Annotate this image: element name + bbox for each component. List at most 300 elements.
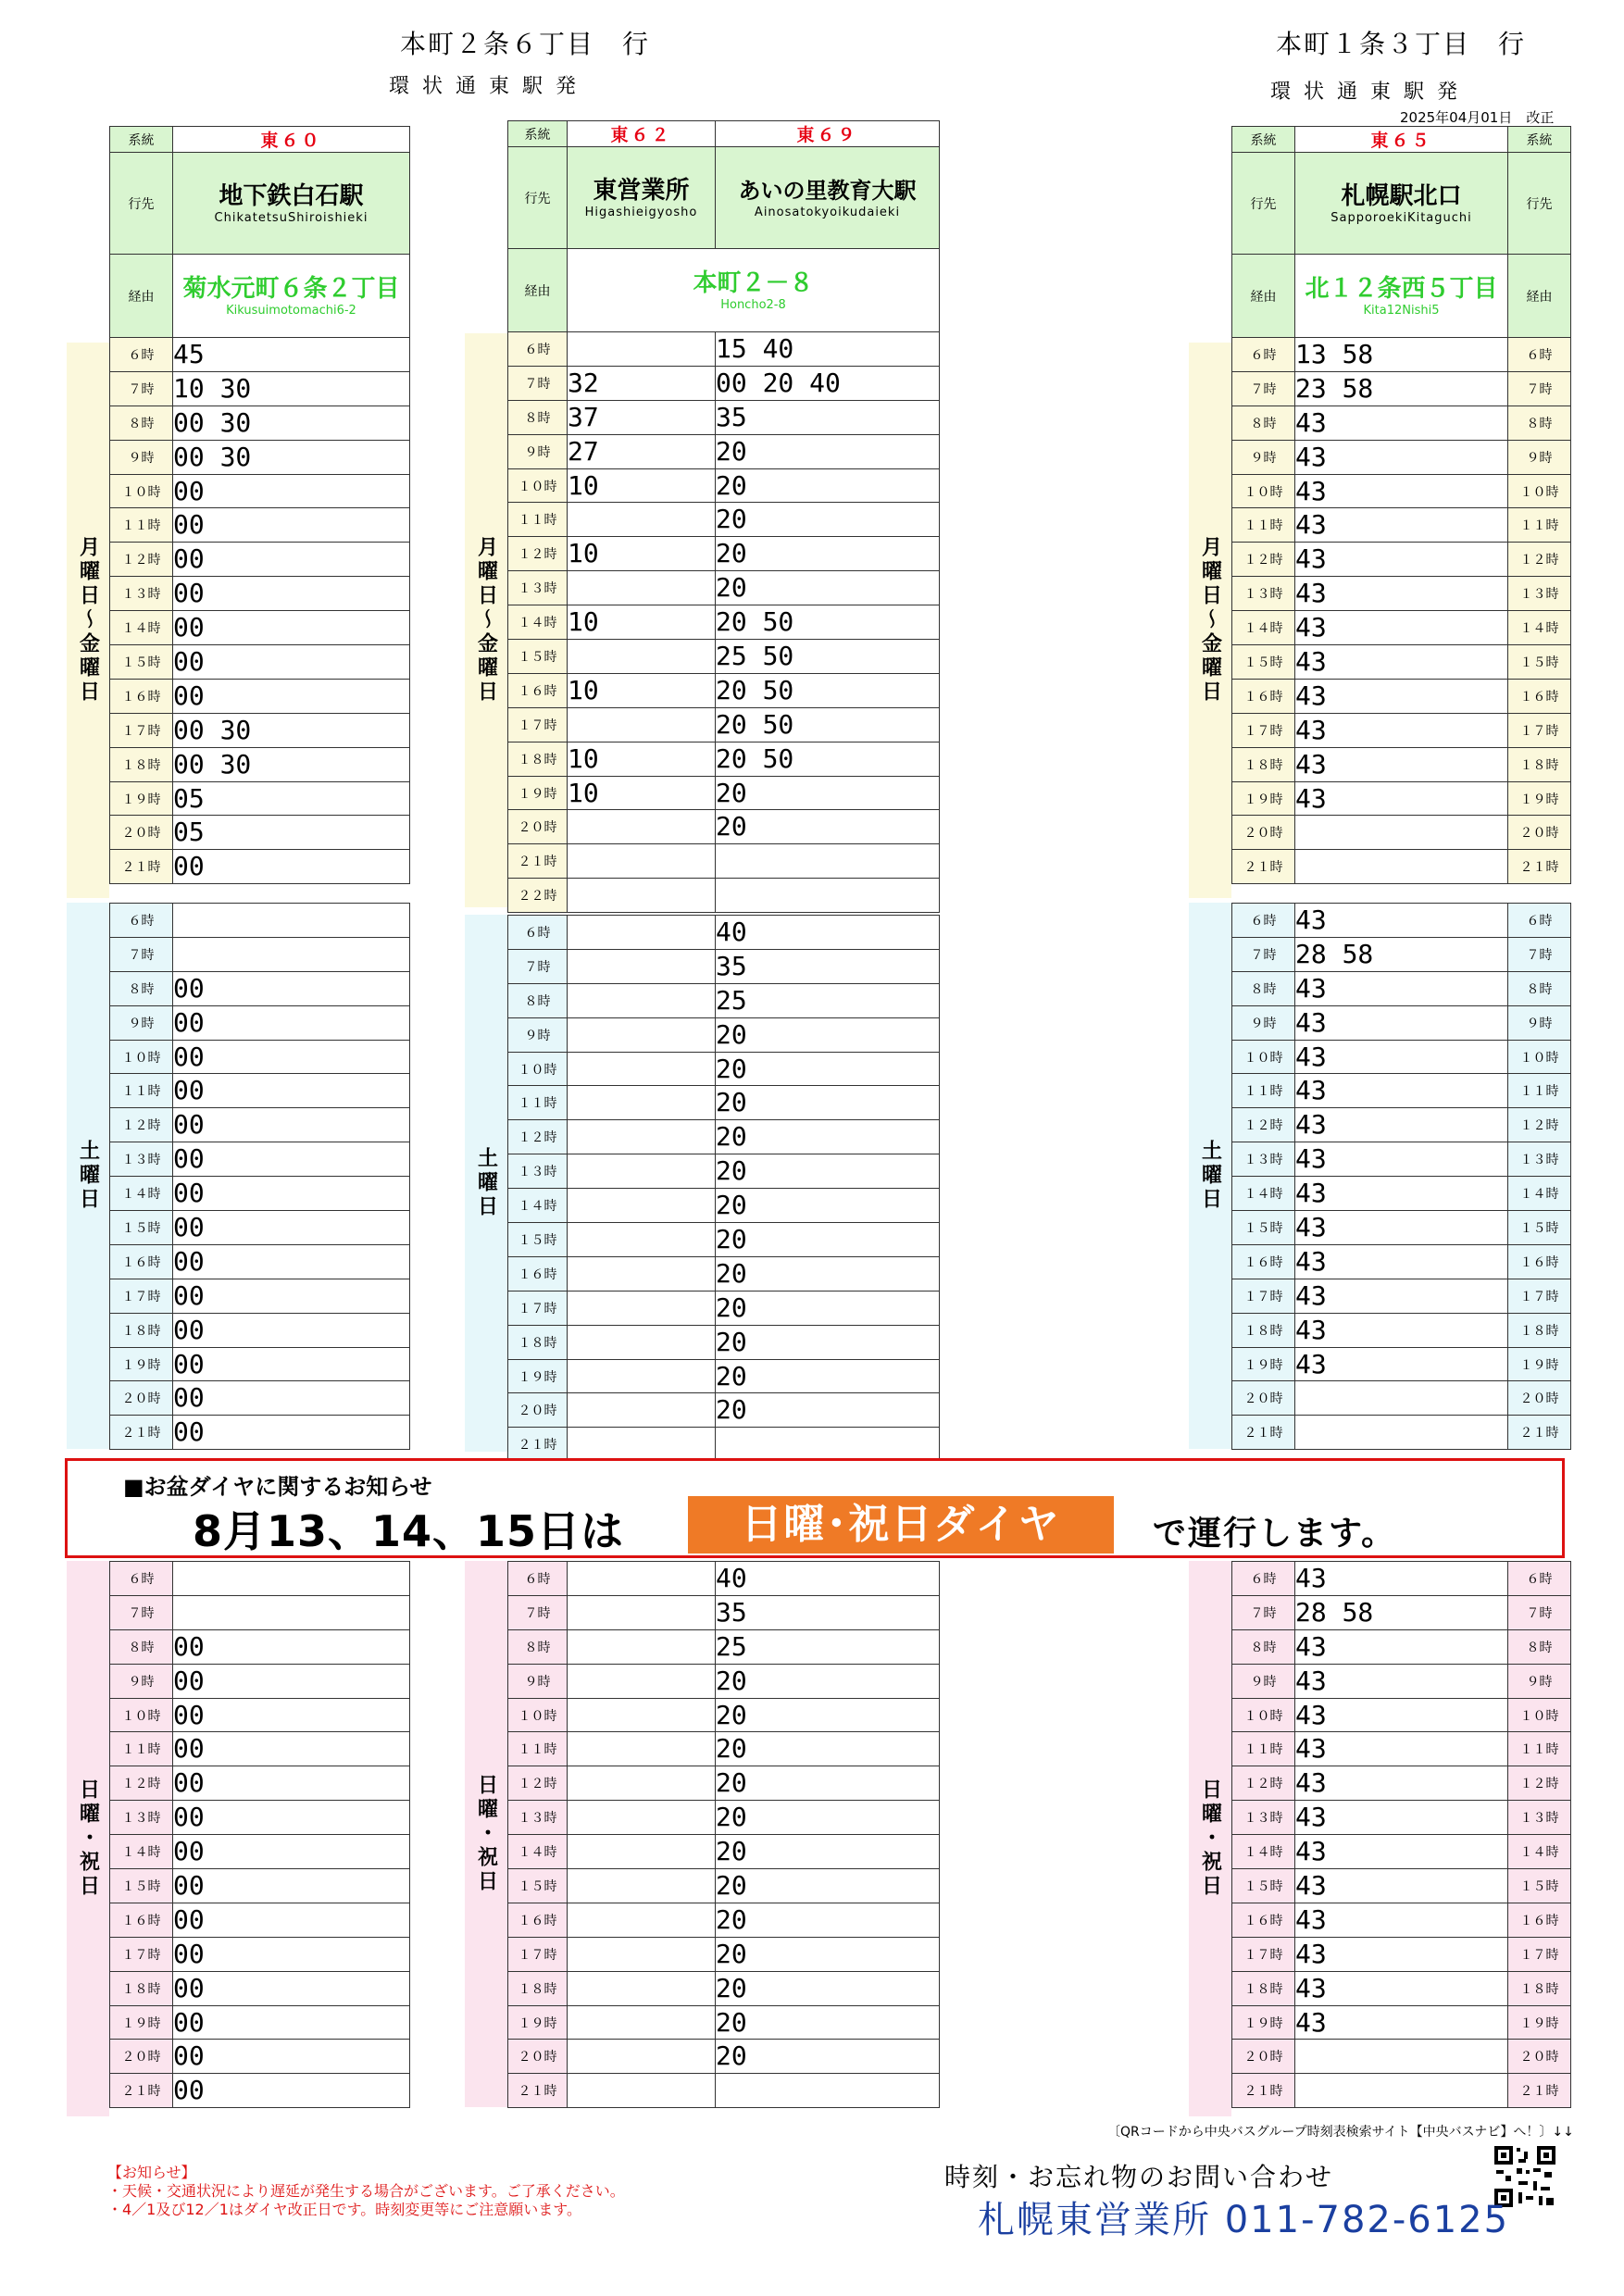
minutes-cell	[568, 2040, 716, 2074]
hour-cell: ８時	[110, 1629, 173, 1664]
hour-cell-right: ９時	[1508, 1005, 1571, 1040]
hour-cell: ７時	[1232, 937, 1295, 971]
minutes-cell: 43	[1295, 2005, 1508, 2040]
minutes-cell	[568, 1595, 716, 1629]
hour-cell: １４時	[1232, 1177, 1295, 1211]
hour-cell: １１時	[110, 508, 173, 543]
minutes-cell: 43	[1295, 474, 1508, 508]
via-label: 経由	[1232, 255, 1295, 338]
hour-cell: １４時	[1232, 611, 1295, 645]
table-row	[508, 1393, 940, 1428]
table-row	[110, 1732, 410, 1766]
minutes-cell	[568, 1869, 716, 1903]
hour-cell: １１時	[1232, 1732, 1295, 1766]
contact-office: 札幌東営業所	[978, 2199, 1211, 2241]
table-row	[1232, 338, 1571, 372]
hour-cell-right: １５時	[1508, 645, 1571, 680]
table-row	[110, 1903, 410, 1937]
table-row	[110, 474, 410, 508]
hour-cell: １４時	[1232, 1835, 1295, 1869]
destination-cell	[173, 153, 410, 255]
hour-cell: １９時	[1232, 1347, 1295, 1381]
minutes-cell: 20	[716, 1698, 940, 1732]
minutes-cell: 00	[173, 2005, 410, 2040]
minutes-cell	[1295, 850, 1508, 884]
minutes-cell: 00	[173, 1279, 410, 1313]
band-saturday-2: 土曜日	[465, 915, 507, 1452]
table-row	[508, 1291, 940, 1325]
minutes-cell: 05	[173, 781, 410, 816]
table-row	[1232, 1279, 1571, 1313]
minutes-cell: 00	[173, 1313, 410, 1347]
minutes-cell: 20	[716, 2005, 940, 2040]
hour-cell-right: １０時	[1508, 1698, 1571, 1732]
hour-cell: ６時	[508, 1562, 568, 1596]
minutes-cell: 20	[716, 503, 940, 537]
hour-cell: １４時	[508, 1189, 568, 1223]
table-row	[1232, 1074, 1571, 1108]
timetable-higashi62-69	[507, 120, 940, 913]
minutes-cell: 43	[1295, 713, 1508, 747]
hour-cell: ６時	[110, 904, 173, 938]
minutes-cell: 00	[173, 611, 410, 645]
minutes-cell: 00	[173, 1801, 410, 1835]
hour-cell-right: １５時	[1508, 1211, 1571, 1245]
hour-cell: １６時	[110, 1244, 173, 1279]
minutes-cell: 00	[173, 1664, 410, 1698]
minutes-cell: 43	[1295, 1313, 1508, 1347]
table-row	[110, 850, 410, 884]
destination-romaji: ChikatetsuShiroishieki	[214, 211, 369, 225]
hour-cell: １５時	[1232, 645, 1295, 680]
hour-cell: ８時	[1232, 971, 1295, 1005]
band-holiday-3: 日曜・祝日	[1189, 1561, 1231, 2116]
minutes-cell	[716, 879, 940, 913]
hour-cell: ７時	[508, 949, 568, 983]
table-row	[110, 713, 410, 747]
table-row	[508, 776, 940, 810]
table-row	[1232, 577, 1571, 611]
hour-cell: １８時	[110, 747, 173, 781]
table-row	[110, 577, 410, 611]
minutes-cell	[568, 1017, 716, 1052]
hour-cell: １７時	[110, 713, 173, 747]
hour-cell: １５時	[508, 1223, 568, 1257]
minutes-cell	[568, 810, 716, 844]
hour-cell: ２１時	[1232, 850, 1295, 884]
left-stop-title: 環状通東駅発	[389, 75, 590, 98]
table-row	[1232, 1766, 1571, 1801]
minutes-cell: 43	[1295, 1040, 1508, 1074]
hour-cell: １２時	[1232, 1108, 1295, 1142]
minutes-cell: 20 50	[716, 707, 940, 742]
route-label: 系統	[508, 121, 568, 147]
hour-cell-right: ７時	[1508, 371, 1571, 406]
table-row	[508, 673, 940, 707]
table-row	[110, 338, 410, 372]
hour-cell-right: ２０時	[1508, 816, 1571, 850]
dest-label-right: 行先	[1508, 153, 1571, 255]
hour-cell: １５時	[110, 1211, 173, 1245]
hour-cell-right: １６時	[1508, 1903, 1571, 1937]
minutes-cell	[568, 1732, 716, 1766]
minutes-cell: 00	[173, 850, 410, 884]
hour-cell: ８時	[1232, 1629, 1295, 1664]
table-row	[110, 371, 410, 406]
hour-cell: ８時	[110, 406, 173, 440]
notice-dates: 8月13、14、15日は	[193, 1506, 625, 1556]
table-row	[1232, 508, 1571, 543]
obon-notice	[65, 1458, 1565, 1558]
table-row	[110, 1040, 410, 1074]
minutes-cell: 10 30	[173, 371, 410, 406]
destination-cell-a	[568, 147, 716, 249]
table-row	[1232, 781, 1571, 816]
minutes-cell: 00	[173, 1732, 410, 1766]
hour-cell: １７時	[508, 1937, 568, 1971]
table-row	[1232, 1381, 1571, 1416]
hour-cell: １６時	[110, 679, 173, 713]
route-number: 東６０	[173, 127, 410, 153]
notice-tail: で運行します。	[1153, 1515, 1397, 1553]
minutes-cell	[173, 904, 410, 938]
minutes-cell: 37	[568, 400, 716, 434]
table-row	[508, 1325, 940, 1359]
minutes-cell: 20	[716, 2040, 940, 2074]
hour-cell-right: １５時	[1508, 1869, 1571, 1903]
hour-cell: １０時	[110, 1698, 173, 1732]
hour-cell: ２１時	[110, 1416, 173, 1450]
timetable-higashi62-69-saturday	[507, 915, 940, 1462]
hour-cell-right: １２時	[1508, 1766, 1571, 1801]
table-row	[1232, 1835, 1571, 1869]
band-holiday-1: 日曜・祝日	[67, 1561, 109, 2116]
hour-cell-right: １９時	[1508, 781, 1571, 816]
minutes-cell: 10	[568, 605, 716, 640]
route-label-right: 系統	[1508, 127, 1571, 153]
hour-cell: ７時	[110, 937, 173, 971]
minutes-cell: 00	[173, 1698, 410, 1732]
hour-cell-right: １７時	[1508, 1937, 1571, 1971]
table-row	[1232, 1869, 1571, 1903]
minutes-cell	[1295, 1416, 1508, 1450]
minutes-cell	[568, 2074, 716, 2108]
minutes-cell: 20	[716, 776, 940, 810]
band-weekday-1: 月曜日～金曜日	[67, 343, 109, 898]
hour-cell: １３時	[110, 1142, 173, 1177]
hour-cell: １０時	[508, 468, 568, 503]
minutes-cell: 43	[1295, 1869, 1508, 1903]
hour-cell-right: １２時	[1508, 543, 1571, 577]
hour-cell: １２時	[110, 543, 173, 577]
minutes-cell: 20	[716, 1937, 940, 1971]
hour-cell-right: １６時	[1508, 1244, 1571, 1279]
hour-cell: ９時	[1232, 1005, 1295, 1040]
via-romaji: Honcho2-8	[720, 298, 786, 312]
minutes-cell	[568, 1629, 716, 1664]
destination-name-a: 東営業所	[593, 177, 690, 205]
minutes-cell: 35	[716, 400, 940, 434]
hour-cell-right: １９時	[1508, 1347, 1571, 1381]
table-row	[110, 2040, 410, 2074]
minutes-cell: 20	[716, 1971, 940, 2005]
hour-cell: ９時	[110, 1664, 173, 1698]
hour-cell: １７時	[1232, 1279, 1295, 1313]
table-row	[508, 1223, 940, 1257]
right-destination-title: 本町１条３丁目 行	[1276, 29, 1527, 59]
minutes-cell: 20	[716, 1801, 940, 1835]
minutes-cell: 00	[173, 1903, 410, 1937]
hour-cell: ６時	[508, 332, 568, 367]
table-row	[110, 645, 410, 680]
hour-cell: １１時	[508, 1086, 568, 1120]
minutes-cell: 15 40	[716, 332, 940, 367]
hour-cell: １３時	[1232, 1142, 1295, 1177]
minutes-cell	[568, 1971, 716, 2005]
hour-cell: １６時	[1232, 679, 1295, 713]
minutes-cell: 25 50	[716, 640, 940, 674]
hour-cell: １２時	[1232, 543, 1295, 577]
minutes-cell: 20	[716, 1052, 940, 1086]
table-row	[110, 1244, 410, 1279]
table-row	[1232, 816, 1571, 850]
table-row	[110, 1108, 410, 1142]
table-row	[110, 543, 410, 577]
minutes-cell: 40	[716, 1562, 940, 1596]
table-row	[508, 1869, 940, 1903]
hour-cell: １６時	[1232, 1244, 1295, 1279]
minutes-cell: 00	[173, 1177, 410, 1211]
hour-cell: １８時	[508, 1971, 568, 2005]
minutes-cell: 20	[716, 1869, 940, 1903]
dest-label: 行先	[1232, 153, 1295, 255]
table-row	[110, 1381, 410, 1416]
table-row	[1232, 1108, 1571, 1142]
minutes-cell: 43	[1295, 577, 1508, 611]
minutes-cell: 43	[1295, 440, 1508, 474]
minutes-cell: 43	[1295, 406, 1508, 440]
minutes-cell: 43	[1295, 1347, 1508, 1381]
minutes-cell: 00	[173, 1766, 410, 1801]
hour-cell: １７時	[1232, 713, 1295, 747]
hour-cell: １１時	[1232, 508, 1295, 543]
minutes-cell: 20	[716, 537, 940, 571]
minutes-cell: 20	[716, 1664, 940, 1698]
hour-cell: ７時	[1232, 371, 1295, 406]
contact-line	[978, 2190, 1509, 2243]
minutes-cell	[568, 983, 716, 1017]
minutes-cell: 27	[568, 434, 716, 468]
minutes-cell: 00	[173, 1040, 410, 1074]
table-row	[508, 1971, 940, 2005]
table-row	[110, 1005, 410, 1040]
table-row	[1232, 1416, 1571, 1450]
hour-cell-right: １６時	[1508, 679, 1571, 713]
table-row	[508, 844, 940, 879]
minutes-cell: 43	[1295, 1971, 1508, 2005]
table-row	[508, 1359, 940, 1393]
table-row	[1232, 1732, 1571, 1766]
table-row	[1232, 611, 1571, 645]
hour-cell: １８時	[1232, 1313, 1295, 1347]
hour-cell-right: １１時	[1508, 1732, 1571, 1766]
minutes-cell: 20 50	[716, 742, 940, 776]
minutes-cell	[568, 1903, 716, 1937]
minutes-cell: 43	[1295, 1279, 1508, 1313]
minutes-cell: 10	[568, 742, 716, 776]
minutes-cell: 35	[716, 1595, 940, 1629]
table-row	[508, 1937, 940, 1971]
hour-cell: １１時	[508, 1732, 568, 1766]
hour-cell: １５時	[1232, 1869, 1295, 1903]
route-label: 系統	[110, 127, 173, 153]
via-cell	[1295, 255, 1508, 338]
minutes-cell	[1295, 2040, 1508, 2074]
minutes-cell	[1295, 2074, 1508, 2108]
minutes-cell: 43	[1295, 1698, 1508, 1732]
table-row	[110, 1629, 410, 1664]
table-row	[1232, 1937, 1571, 1971]
minutes-cell	[568, 2005, 716, 2040]
hour-cell: ２１時	[1232, 2074, 1295, 2108]
minutes-cell: 20	[716, 1359, 940, 1393]
footer-notice-head: 【お知らせ】	[107, 2164, 196, 2181]
hour-cell: ２０時	[1232, 2040, 1295, 2074]
hour-cell: １９時	[508, 1359, 568, 1393]
table-row	[110, 1279, 410, 1313]
contact-phone[interactable]: 011-782-6125	[1224, 2199, 1510, 2241]
table-row	[508, 1256, 940, 1291]
minutes-cell: 20	[716, 1732, 940, 1766]
table-row	[1232, 2040, 1571, 2074]
hour-cell: ９時	[508, 1017, 568, 1052]
minutes-cell: 00	[173, 2040, 410, 2074]
hour-cell: ６時	[1232, 1562, 1295, 1596]
table-row	[110, 611, 410, 645]
hour-cell-right: １３時	[1508, 1801, 1571, 1835]
hour-cell: ７時	[1232, 1595, 1295, 1629]
minutes-cell: 20	[716, 1017, 940, 1052]
via-name: 菊水元町６条２丁目	[182, 275, 400, 303]
hour-cell: １８時	[110, 1971, 173, 2005]
table-row	[508, 2074, 940, 2108]
table-row	[508, 879, 940, 913]
minutes-cell: 43	[1295, 1835, 1508, 1869]
hour-cell-right: ２１時	[1508, 1416, 1571, 1450]
minutes-cell	[568, 1359, 716, 1393]
table-row	[110, 2005, 410, 2040]
table-row	[1232, 1040, 1571, 1074]
hour-cell: １７時	[110, 1937, 173, 1971]
route-number: 東６５	[1295, 127, 1508, 153]
minutes-cell	[1295, 1381, 1508, 1416]
minutes-cell: 35	[716, 949, 940, 983]
table-row	[1232, 371, 1571, 406]
minutes-cell	[568, 1052, 716, 1086]
hour-cell: １０時	[1232, 1040, 1295, 1074]
table-row	[110, 1664, 410, 1698]
minutes-cell: 00	[173, 1142, 410, 1177]
timetable-higashi60-saturday	[109, 903, 410, 1450]
minutes-cell: 43	[1295, 508, 1508, 543]
table-row	[1232, 543, 1571, 577]
minutes-cell: 43	[1295, 1664, 1508, 1698]
table-row	[508, 1732, 940, 1766]
table-row	[110, 1869, 410, 1903]
table-row	[508, 1903, 940, 1937]
minutes-cell: 43	[1295, 679, 1508, 713]
hour-cell: ８時	[508, 983, 568, 1017]
minutes-cell: 28 58	[1295, 1595, 1508, 1629]
hour-cell-right: １０時	[1508, 1040, 1571, 1074]
table-row	[508, 332, 940, 367]
hour-cell: １１時	[110, 1074, 173, 1108]
hour-cell: ９時	[508, 434, 568, 468]
contact-heading: 時刻・お忘れ物のお問い合わせ	[944, 2162, 1334, 2192]
hour-cell: ７時	[508, 1595, 568, 1629]
destination-cell-b	[716, 147, 940, 249]
table-row	[1232, 904, 1571, 938]
hour-cell: ２０時	[508, 810, 568, 844]
minutes-cell: 00	[173, 1108, 410, 1142]
minutes-cell: 40	[716, 916, 940, 950]
via-label: 経由	[110, 255, 173, 338]
revision-date: 2025年04月01日 改正	[1400, 109, 1555, 126]
table-row	[1232, 1801, 1571, 1835]
hour-cell: ２１時	[110, 2074, 173, 2108]
table-row	[508, 1154, 940, 1189]
notice-badge: 日曜･祝日ダイヤ	[688, 1496, 1114, 1554]
minutes-cell: 00	[173, 1835, 410, 1869]
minutes-cell: 43	[1295, 543, 1508, 577]
hour-cell: ９時	[508, 1664, 568, 1698]
minutes-cell: 43	[1295, 781, 1508, 816]
minutes-cell: 20	[716, 1903, 940, 1937]
timetable-higashi62-69-holiday	[507, 1561, 940, 2108]
hour-cell-right: ８時	[1508, 406, 1571, 440]
hour-cell-right: １２時	[1508, 1108, 1571, 1142]
hour-cell: １１時	[508, 503, 568, 537]
minutes-cell	[716, 844, 940, 879]
table-row	[110, 1177, 410, 1211]
timetable-higashi65-saturday	[1231, 903, 1571, 1450]
minutes-cell	[568, 1256, 716, 1291]
minutes-cell: 00	[173, 577, 410, 611]
qr-note: 〔QRコードから中央バスグループ時刻表検索サイト【中央バスナビ】へ！〕↓↓	[1107, 2125, 1574, 2140]
table-row	[508, 1562, 940, 1596]
footer-notice-line-2: ・4／1及び12／1はダイヤ改正日です。時刻変更等にご注意願います。	[107, 2201, 582, 2218]
minutes-cell: 20	[716, 1154, 940, 1189]
table-row	[110, 1766, 410, 1801]
table-row	[1232, 971, 1571, 1005]
minutes-cell: 10	[568, 468, 716, 503]
minutes-cell: 43	[1295, 1903, 1508, 1937]
hour-cell-right: ２０時	[1508, 2040, 1571, 2074]
minutes-cell	[568, 1562, 716, 1596]
table-row	[110, 1835, 410, 1869]
hour-cell: ２１時	[508, 2074, 568, 2108]
table-row	[110, 1211, 410, 1245]
band-saturday-3: 土曜日	[1189, 903, 1231, 1449]
minutes-cell: 00 20 40	[716, 366, 940, 400]
hour-cell: １０時	[110, 1040, 173, 1074]
minutes-cell	[1295, 816, 1508, 850]
minutes-cell: 43	[1295, 1177, 1508, 1211]
minutes-cell: 00	[173, 474, 410, 508]
minutes-cell: 43	[1295, 1629, 1508, 1664]
via-cell	[568, 249, 940, 332]
minutes-cell: 43	[1295, 1732, 1508, 1766]
